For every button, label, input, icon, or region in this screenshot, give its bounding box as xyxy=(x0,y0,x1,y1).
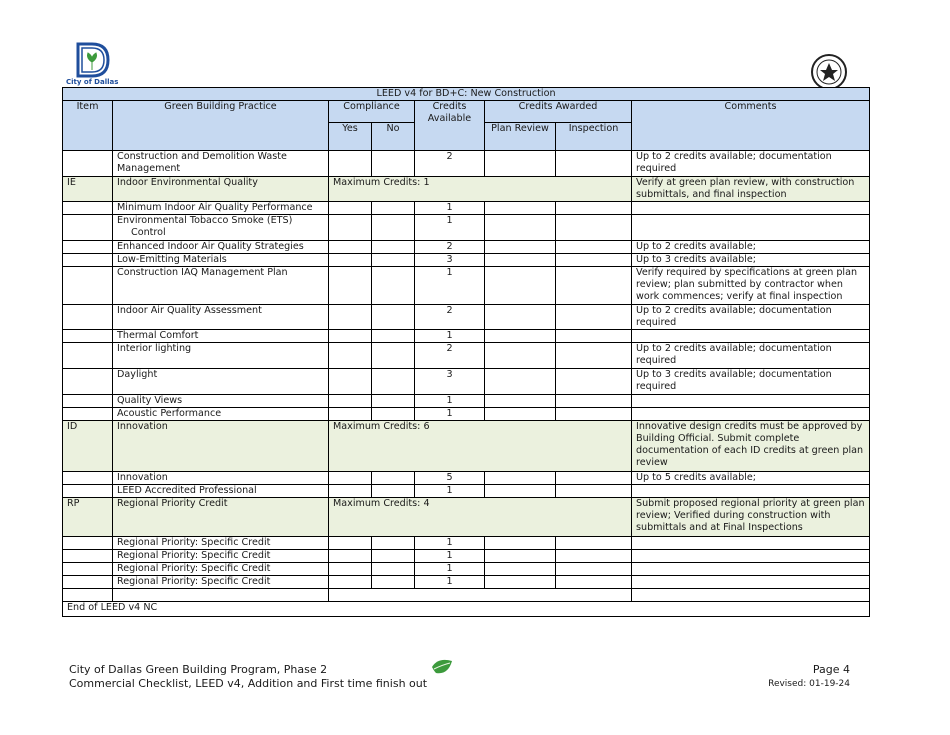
table-row: Regional Priority: Specific Credit 1 xyxy=(63,563,870,576)
table-row: Innovation 5 Up to 5 credits available; xyxy=(63,472,870,485)
page-number: Page 4 xyxy=(812,663,850,676)
header-practice: Green Building Practice xyxy=(113,101,329,151)
table-row: Construction IAQ Management Plan 1 Verify required by specifications at green plan review; plan submitted by contractor when work commences; verify at final inspection xyxy=(63,267,870,305)
table-row: Low-Emitting Materials 3 Up to 3 credits available; xyxy=(63,254,870,267)
table-row: Enhanced Indoor Air Quality Strategies 2 Up to 2 credits available; xyxy=(63,241,870,254)
table-row-blank xyxy=(63,589,870,602)
table-row: Regional Priority: Specific Credit 1 xyxy=(63,576,870,589)
table-row: Environmental Tobacco Smoke (ETS) Control 1 xyxy=(63,215,870,241)
table-row: Quality Views 1 xyxy=(63,395,870,408)
header-plan-review: Plan Review xyxy=(485,123,556,151)
category-row-rp: RP Regional Priority Credit Maximum Credits: 4 Submit proposed regional priority at green plan review; Verified during construction with submittals and at Final Inspections xyxy=(63,498,870,537)
usgbc-seal-icon xyxy=(810,53,848,91)
table-row: Construction and Demolition Waste Management 2 Up to 2 credits available; documentation required xyxy=(63,151,870,177)
table-row: Interior lighting 2 Up to 2 credits available; documentation required xyxy=(63,343,870,369)
footer-right xyxy=(768,663,850,691)
header-credits-awarded: Credits Awarded xyxy=(485,101,632,123)
table-title: LEED v4 for BD+C: New Construction xyxy=(63,88,870,101)
table-row: Thermal Comfort 1 xyxy=(63,330,870,343)
header-no: No xyxy=(372,123,415,151)
table-title-row xyxy=(63,88,870,101)
category-row-id: ID Innovation Maximum Credits: 6 Innovative design credits must be approved by Building Official. Submit complete documentation of each ID credits at green plan review xyxy=(63,421,870,472)
category-row-ie: IE Indoor Environmental Quality Maximum Credits: 1 Verify at green plan review, with construction submittals, and final inspection xyxy=(63,177,870,202)
table-row: Regional Priority: Specific Credit 1 xyxy=(63,550,870,563)
table-row: Indoor Air Quality Assessment 2 Up to 2 credits available; documentation required xyxy=(63,305,870,330)
footer-line-1: City of Dallas Green Building Program, Phase 2 xyxy=(69,663,328,676)
table-row: Daylight 3 Up to 3 credits available; documentation required xyxy=(63,369,870,395)
header-comments: Comments xyxy=(632,101,870,151)
header-credits-available: Credits Available xyxy=(415,101,485,151)
logo-caption: City of Dallas xyxy=(66,78,119,86)
table-row: LEED Accredited Professional 1 xyxy=(63,485,870,498)
table-row: Regional Priority: Specific Credit 1 xyxy=(63,537,870,550)
header-inspection: Inspection xyxy=(556,123,632,151)
table-row: Minimum Indoor Air Quality Performance 1 xyxy=(63,202,870,215)
leaf-icon xyxy=(430,657,454,677)
leed-checklist-table xyxy=(62,87,870,617)
footer-left xyxy=(69,663,427,691)
header-row xyxy=(63,101,870,123)
footer-line-2: Commercial Checklist, LEED v4, Addition and First time finish out xyxy=(69,677,428,690)
table-end-row: End of LEED v4 NC xyxy=(63,602,870,617)
revised-date: Revised: 01-19-24 xyxy=(768,679,850,689)
header-compliance: Compliance xyxy=(329,101,415,123)
header-item: Item xyxy=(63,101,113,151)
header-yes: Yes xyxy=(329,123,372,151)
table-row: Acoustic Performance 1 xyxy=(63,408,870,421)
